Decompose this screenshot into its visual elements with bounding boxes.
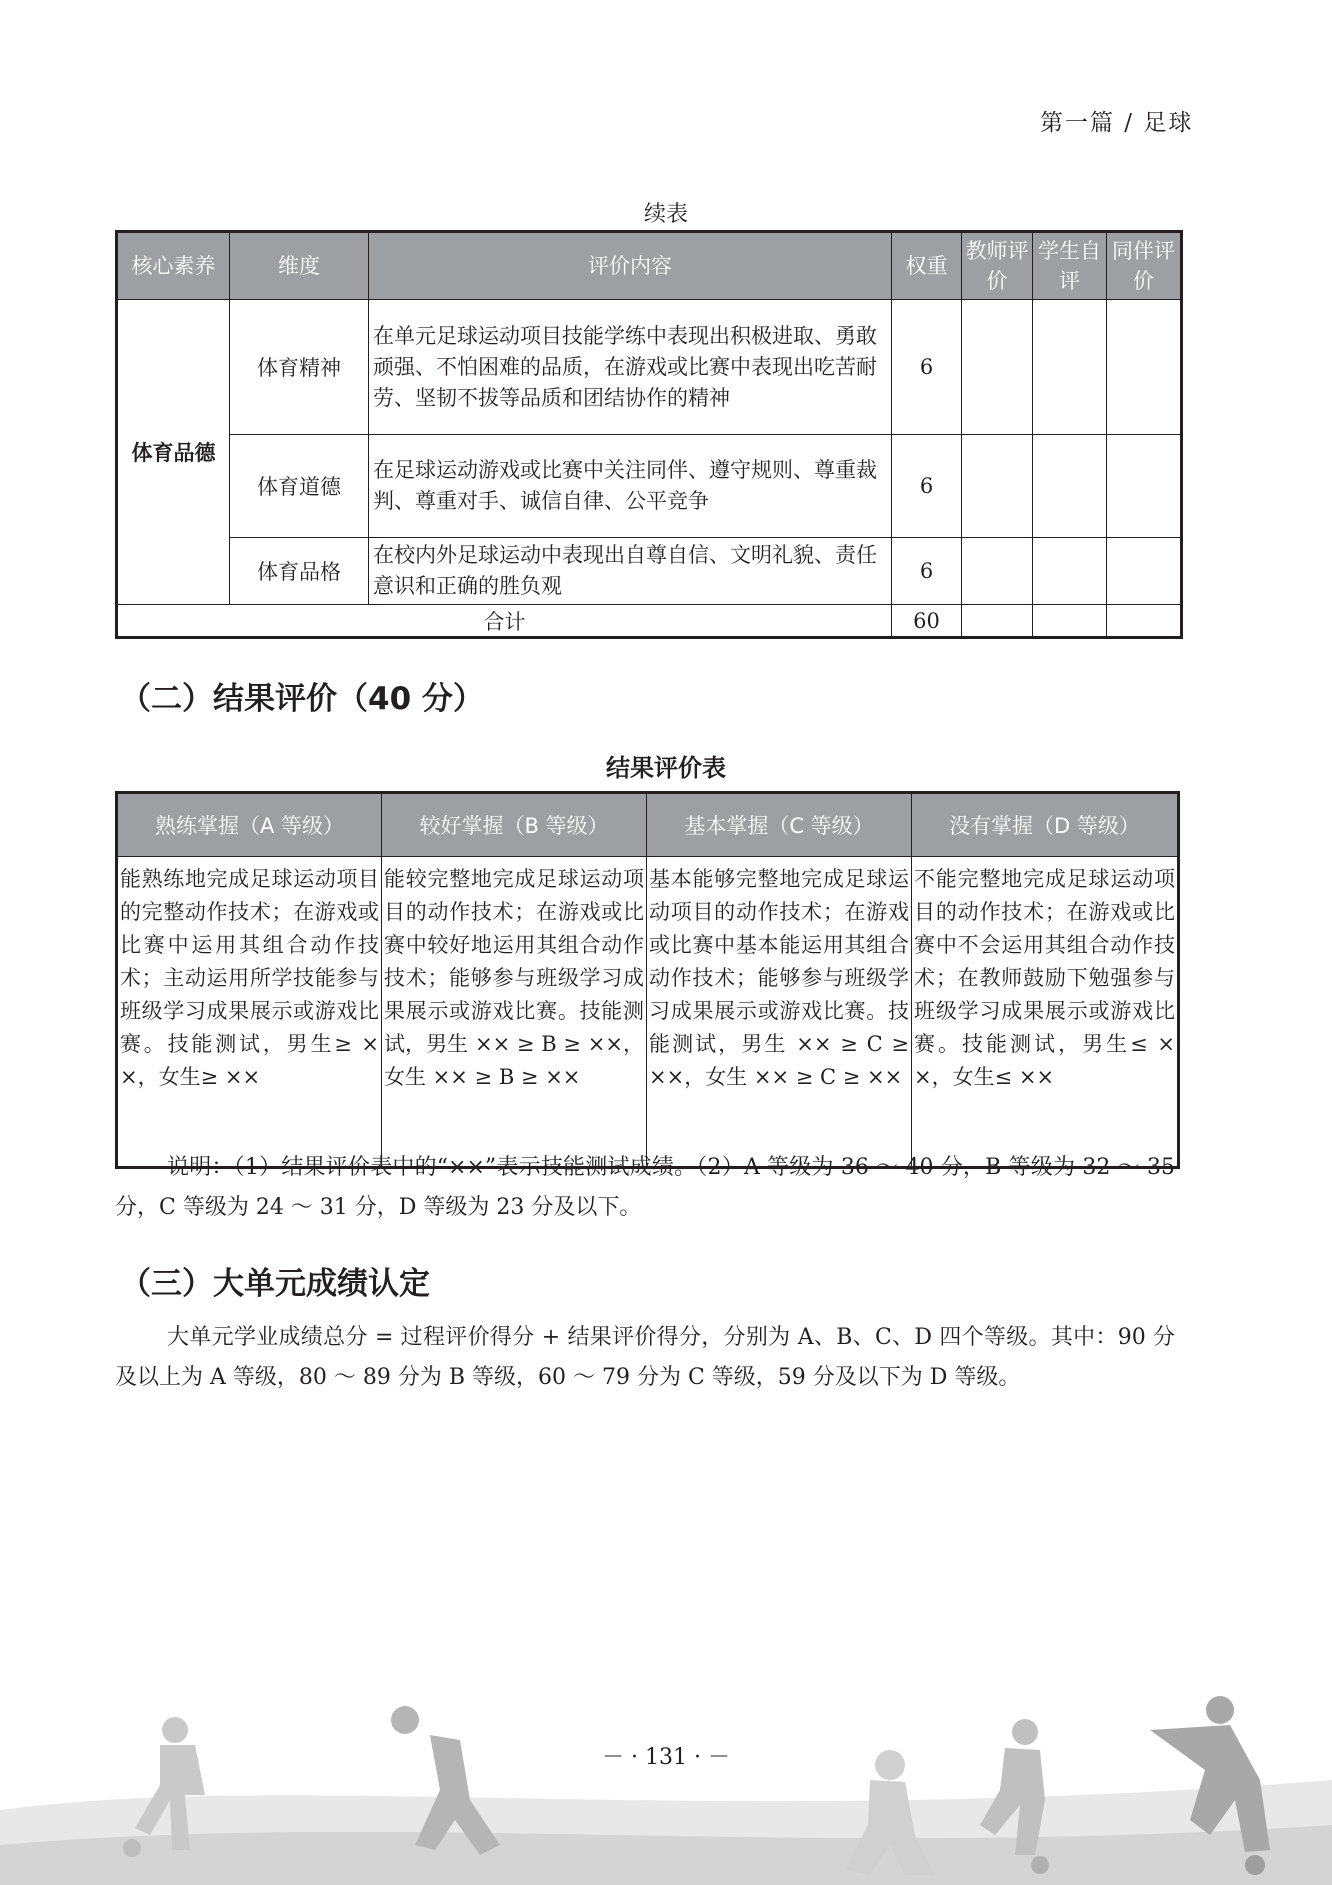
header-grade-c: 基本掌握（C 等级）	[647, 793, 912, 857]
results-note: 说明：（1）结果评价表中的“××”表示技能测试成绩。（2）A 等级为 36 ～ 40 分，B 等级为 32 ～ 35 分，C 等级为 24 ～ 31 分，D 等级为 23 分及以下。	[115, 1155, 1175, 1220]
header-self: 学生自评	[1033, 232, 1107, 300]
content-cell: 在单元足球运动项目技能学练中表现出积极进取、勇敢顽强、不怕困难的品质，在游戏或比赛中表现出吃苦耐劳、坚韧不拔等品质和团结协作的精神	[369, 300, 892, 435]
header-grade-b: 较好掌握（B 等级）	[382, 793, 647, 857]
ball-icon	[123, 1839, 141, 1857]
teacher-eval-cell	[962, 538, 1033, 605]
ball-icon	[1031, 1856, 1049, 1874]
total-label: 合计	[117, 605, 892, 638]
dimension-cell: 体育道德	[230, 435, 369, 538]
table-caption-continued: 续表	[643, 202, 688, 227]
footer-soccer-silhouettes	[0, 1660, 1332, 1885]
content-cell: 在足球运动游戏或比赛中关注同伴、遵守规则、尊重裁判、尊重对手、诚信自律、公平竞争	[369, 435, 892, 538]
core-literacy-cell: 体育品德	[117, 300, 230, 605]
ball-icon	[1245, 1855, 1265, 1875]
running-head: 第一篇 / 足球	[1040, 110, 1194, 136]
header-core: 核心素养	[117, 232, 230, 300]
peer-eval-cell	[1107, 300, 1182, 435]
table-row	[117, 435, 1182, 538]
header-teacher: 教师评价	[962, 232, 1033, 300]
section-heading-results: （二）结果评价（40 分）	[120, 681, 484, 717]
result-evaluation-table	[115, 791, 1180, 1169]
table-header-row	[117, 232, 1182, 300]
teacher-eval-cell	[962, 435, 1033, 538]
grade-a-cell: 能熟练地完成足球运动项目的完整动作技术；在游戏或比赛中运用其组合动作技术；主动运用所学技能参与班级学习成果展示或游戏比赛。技能测试，男生≥ ××，女生≥ ××	[117, 857, 382, 1168]
peer-eval-cell	[1107, 435, 1182, 538]
unit-grade-paragraph: 大单元学业成绩总分 = 过程评价得分 + 结果评价得分，分别为 A、B、C、D 四个等级。其中：90 分及以上为 A 等级，80 ～ 89 分为 B 等级，60 ～ 79 分为 C 等级，59 分及以下为 D 等级。	[115, 1325, 1175, 1390]
total-row	[117, 605, 1182, 638]
header-weight: 权重	[892, 232, 962, 300]
self-eval-cell	[1033, 538, 1107, 605]
grade-c-cell: 基本能够完整地完成足球运动项目的动作技术；在游戏或比赛中基本能运用其组合动作技术；能够参与班级学习成果展示或游戏比赛。技能测试，男生 ×× ≥ C ≥ ××，女生 ×× ≥ C ≥ ××	[647, 857, 912, 1168]
table-row	[117, 300, 1182, 435]
empty-cell	[962, 605, 1033, 638]
weight-cell: 6	[892, 300, 962, 435]
empty-cell	[1107, 605, 1182, 638]
dimension-cell: 体育精神	[230, 300, 369, 435]
dimension-cell: 体育品格	[230, 538, 369, 605]
weight-cell: 6	[892, 538, 962, 605]
header-peer: 同伴评价	[1107, 232, 1182, 300]
self-eval-cell	[1033, 300, 1107, 435]
table-row	[117, 538, 1182, 605]
peer-eval-cell	[1107, 538, 1182, 605]
teacher-eval-cell	[962, 300, 1033, 435]
section-heading-unit-grade: （三）大单元成绩认定	[120, 1266, 430, 1302]
grade-d-cell: 不能完整地完成足球运动项目的动作技术；在游戏或比赛中不会运用其组合动作技术；在教师鼓励下勉强参与班级学习成果展示或游戏比赛。技能测试，男生≤ ××，女生≤ ××	[912, 857, 1179, 1168]
self-eval-cell	[1033, 435, 1107, 538]
table-header-row	[117, 793, 1179, 857]
table-row	[117, 857, 1179, 1168]
header-content: 评价内容	[369, 232, 892, 300]
total-value: 60	[892, 605, 962, 638]
grade-b-cell: 能较完整地完成足球运动项目的动作技术；在游戏或比赛中较好地运用其组合动作技术；能够参与班级学习成果展示或游戏比赛。技能测试，男生 ×× ≥ B ≥ ××，女生 ×× ≥ B ≥ ××	[382, 857, 647, 1168]
header-dimension: 维度	[230, 232, 369, 300]
content-cell: 在校内外足球运动中表现出自尊自信、文明礼貌、责任意识和正确的胜负观	[369, 538, 892, 605]
page-number: － · 131 · －	[602, 1745, 730, 1770]
evaluation-table-continued	[115, 230, 1183, 639]
weight-cell: 6	[892, 435, 962, 538]
header-grade-a: 熟练掌握（A 等级）	[117, 793, 382, 857]
header-grade-d: 没有掌握（D 等级）	[912, 793, 1179, 857]
table-caption-results: 结果评价表	[606, 754, 726, 782]
empty-cell	[1033, 605, 1107, 638]
